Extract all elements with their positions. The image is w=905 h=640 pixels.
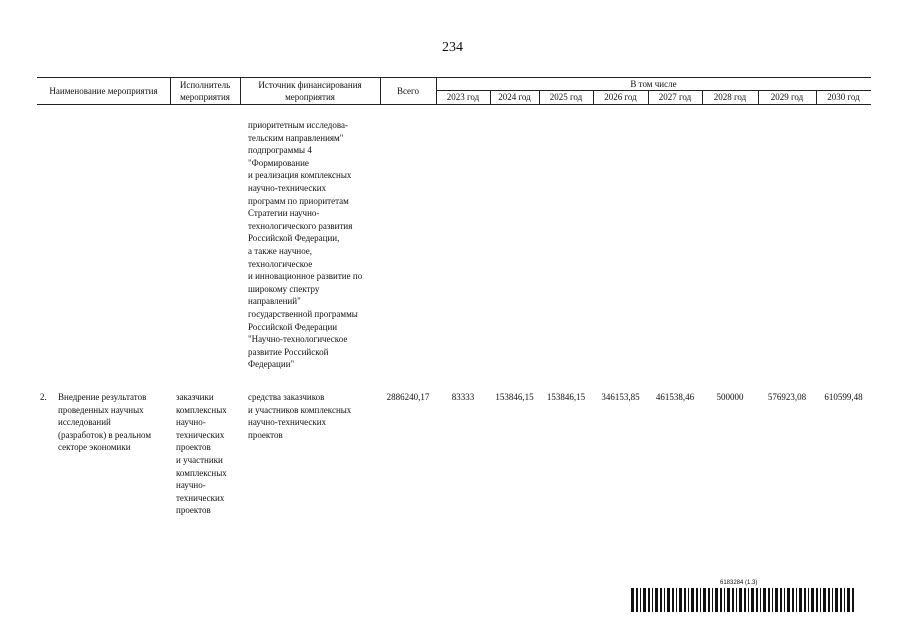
header-source-2: мероприятия (285, 92, 335, 102)
header-top-rule (37, 77, 871, 78)
header-source-1: Источник финансирования (258, 80, 362, 90)
header-years-rule (436, 90, 871, 91)
barcode-icon (631, 588, 857, 612)
header-year: 2028 год (713, 92, 747, 102)
row-source: средства заказчиков и участников комплексных научно-технических проектов (248, 392, 352, 440)
header-name: Наименование мероприятия (49, 86, 158, 96)
header-year: 2023 год (446, 92, 480, 102)
header-year: 2025 год (549, 92, 583, 102)
row-total: 2886240,17 (386, 392, 430, 402)
row-executor: заказчики комплексных научно- технических проектов и участники комплексных научно- технических проектов (176, 392, 227, 516)
row-value-2025: 153846,15 (546, 392, 586, 402)
row-value-2024: 153846,15 (495, 392, 534, 402)
header-total: Всего (396, 86, 420, 96)
barcode-label: 6183284 (1.3) (720, 580, 758, 586)
header-bottom-rule (37, 104, 871, 105)
continuation-source-text: приоритетным исследова- тельским направлениям" подпрограммы 4 "Формирование и реализация комплексных научно-технических программ по приоритетам Стратегии научно- технологического развития Российской Федерации, а также научное, технологическое и инновационное развитие по широкому спектру направлений" государственной программы Российской Федерации "Научно-технологическое развитие Российской Федерации" (248, 120, 363, 370)
row-number: 2. (40, 392, 47, 402)
page-number: 234 (442, 40, 463, 55)
header-year: 2026 год (604, 92, 637, 102)
header-year: 2030 год (827, 92, 860, 102)
header-executor-2: мероприятия (180, 92, 230, 102)
row-value-2023: 83333 (451, 392, 475, 402)
row-value-2029: 576923,08 (767, 392, 807, 402)
header-executor-1: Исполнитель (179, 80, 231, 90)
header-year: 2024 год (498, 92, 531, 102)
row-value-2027: 461538,46 (655, 392, 695, 402)
header-including: В том числе (630, 79, 677, 89)
row-name: Внедрение результатов проведенных научных исследований (разработок) в реальном секторе экономики (58, 392, 152, 453)
row-value-2026: 346153,85 (601, 392, 640, 402)
row-value-2028: 500000 (716, 392, 744, 402)
header-year: 2029 год (770, 92, 804, 102)
row-value-2030: 610599,48 (824, 392, 863, 402)
header-year: 2027 год (658, 92, 692, 102)
